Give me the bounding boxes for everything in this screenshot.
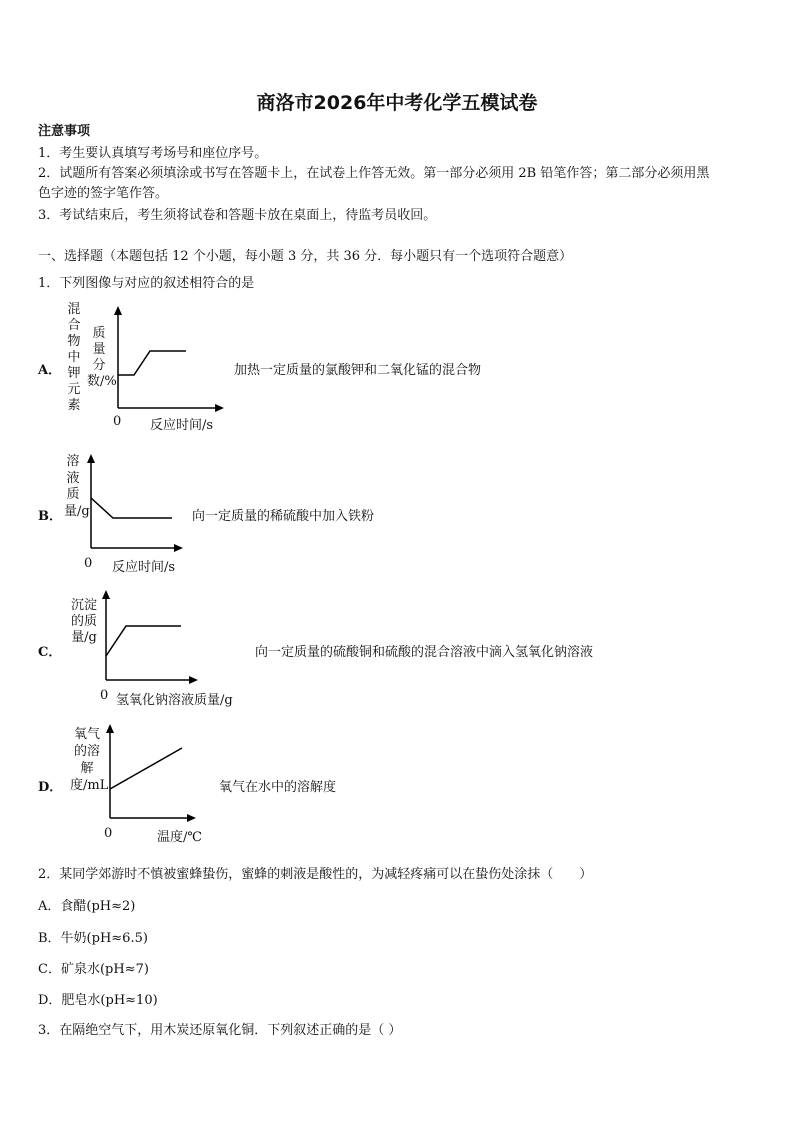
option-a-curve <box>118 351 186 375</box>
option-b-graph <box>75 450 190 556</box>
section-heading: 一、选择题（本题包括 12 个小题，每小题 3 分，共 36 分．每小题只有一个选项符合题意） <box>38 249 573 264</box>
option-b-origin: 0 <box>84 556 93 571</box>
option-a-origin: 0 <box>113 414 122 429</box>
option-c-y-arrow <box>102 590 110 599</box>
option-b-desc: 向一定质量的稀硫酸中加入铁粉 <box>192 509 375 524</box>
option-b-ylabel: 溶液质量/g <box>64 454 90 519</box>
option-c-desc: 向一定质量的硫酸铜和硫酸的混合溶液中滴入氢氧化钠溶液 <box>255 645 594 660</box>
question-3-stem: 3．在隔绝空气下，用木炭还原氧化铜．下列叙述正确的是（ ） <box>38 1023 402 1038</box>
option-a-desc: 加热一定质量的氯酸钾和二氧化锰的混合物 <box>234 363 482 378</box>
question-2-option-a: A．食醋(pH≈2) <box>38 899 136 914</box>
option-b-curve <box>91 498 172 518</box>
option-c-curve <box>106 626 181 656</box>
option-b-y-arrow <box>87 454 95 463</box>
page-title: 商洛市2026年中考化学五模试卷 <box>256 92 538 114</box>
option-d-graph <box>92 720 204 826</box>
option-d-xlabel: 温度/℃ <box>157 830 202 845</box>
option-d-ylabel: 氧气的溶解度/mL <box>70 727 109 793</box>
option-d-origin: 0 <box>104 826 113 841</box>
option-c-letter: C． <box>38 645 62 660</box>
option-c-graph <box>90 586 210 686</box>
option-a-graph <box>100 300 230 412</box>
notice-heading: 注意事项 <box>38 124 91 139</box>
question-2-option-b: B．牛奶(pH≈6.5) <box>38 931 148 946</box>
option-d-x-arrow <box>187 814 196 822</box>
option-b-x-arrow <box>174 544 183 552</box>
option-d-y-arrow <box>106 724 114 733</box>
option-b-letter: B． <box>38 509 62 524</box>
option-a-y-arrow <box>114 306 122 315</box>
option-a-x-arrow <box>215 404 224 412</box>
question-2-stem: 2．某同学郊游时不慎被蜜蜂蛰伤，蜜蜂的刺液是酸性的，为减轻疼痛可以在蛰伤处涂抹（ ） <box>38 867 593 882</box>
option-d-letter: D． <box>38 780 63 795</box>
option-a-ylabel-outer: 混合物中钾元素 <box>67 302 81 413</box>
option-d-curve <box>110 748 182 789</box>
notice-item: 色字迹的签字笔作答。 <box>38 186 169 201</box>
option-d-desc: 氧气在水中的溶解度 <box>219 780 337 795</box>
option-c-ylabel: 沉淀的质量/g <box>70 598 97 645</box>
question-1-stem: 1．下列图像与对应的叙述相符合的是 <box>38 276 255 291</box>
option-c-x-arrow <box>189 676 198 684</box>
notice-item: 3．考试结束后，考生须将试卷和答题卡放在桌面上，待监考员收回。 <box>38 208 437 223</box>
option-c-origin: 0 <box>100 688 109 703</box>
option-a-letter: A． <box>38 363 62 378</box>
option-a-ylabel-inner: 质量分数/% <box>87 326 117 389</box>
question-2-option-c: C．矿泉水(pH≈7) <box>38 962 149 977</box>
option-b-xlabel: 反应时间/s <box>112 560 176 575</box>
option-a-xlabel: 反应时间/s <box>150 418 214 433</box>
notice-item: 1．考生要认真填写考场号和座位序号。 <box>38 146 268 161</box>
option-c-xlabel: 氢氧化钠溶液质量/g <box>116 693 233 708</box>
question-2-option-d: D．肥皂水(pH≈10) <box>38 993 158 1008</box>
notice-item: 2．试题所有答案必须填涂或书写在答题卡上，在试卷上作答无效。第一部分必须用 2B 铅笔作答；第二部分必须用黑 <box>38 166 710 181</box>
